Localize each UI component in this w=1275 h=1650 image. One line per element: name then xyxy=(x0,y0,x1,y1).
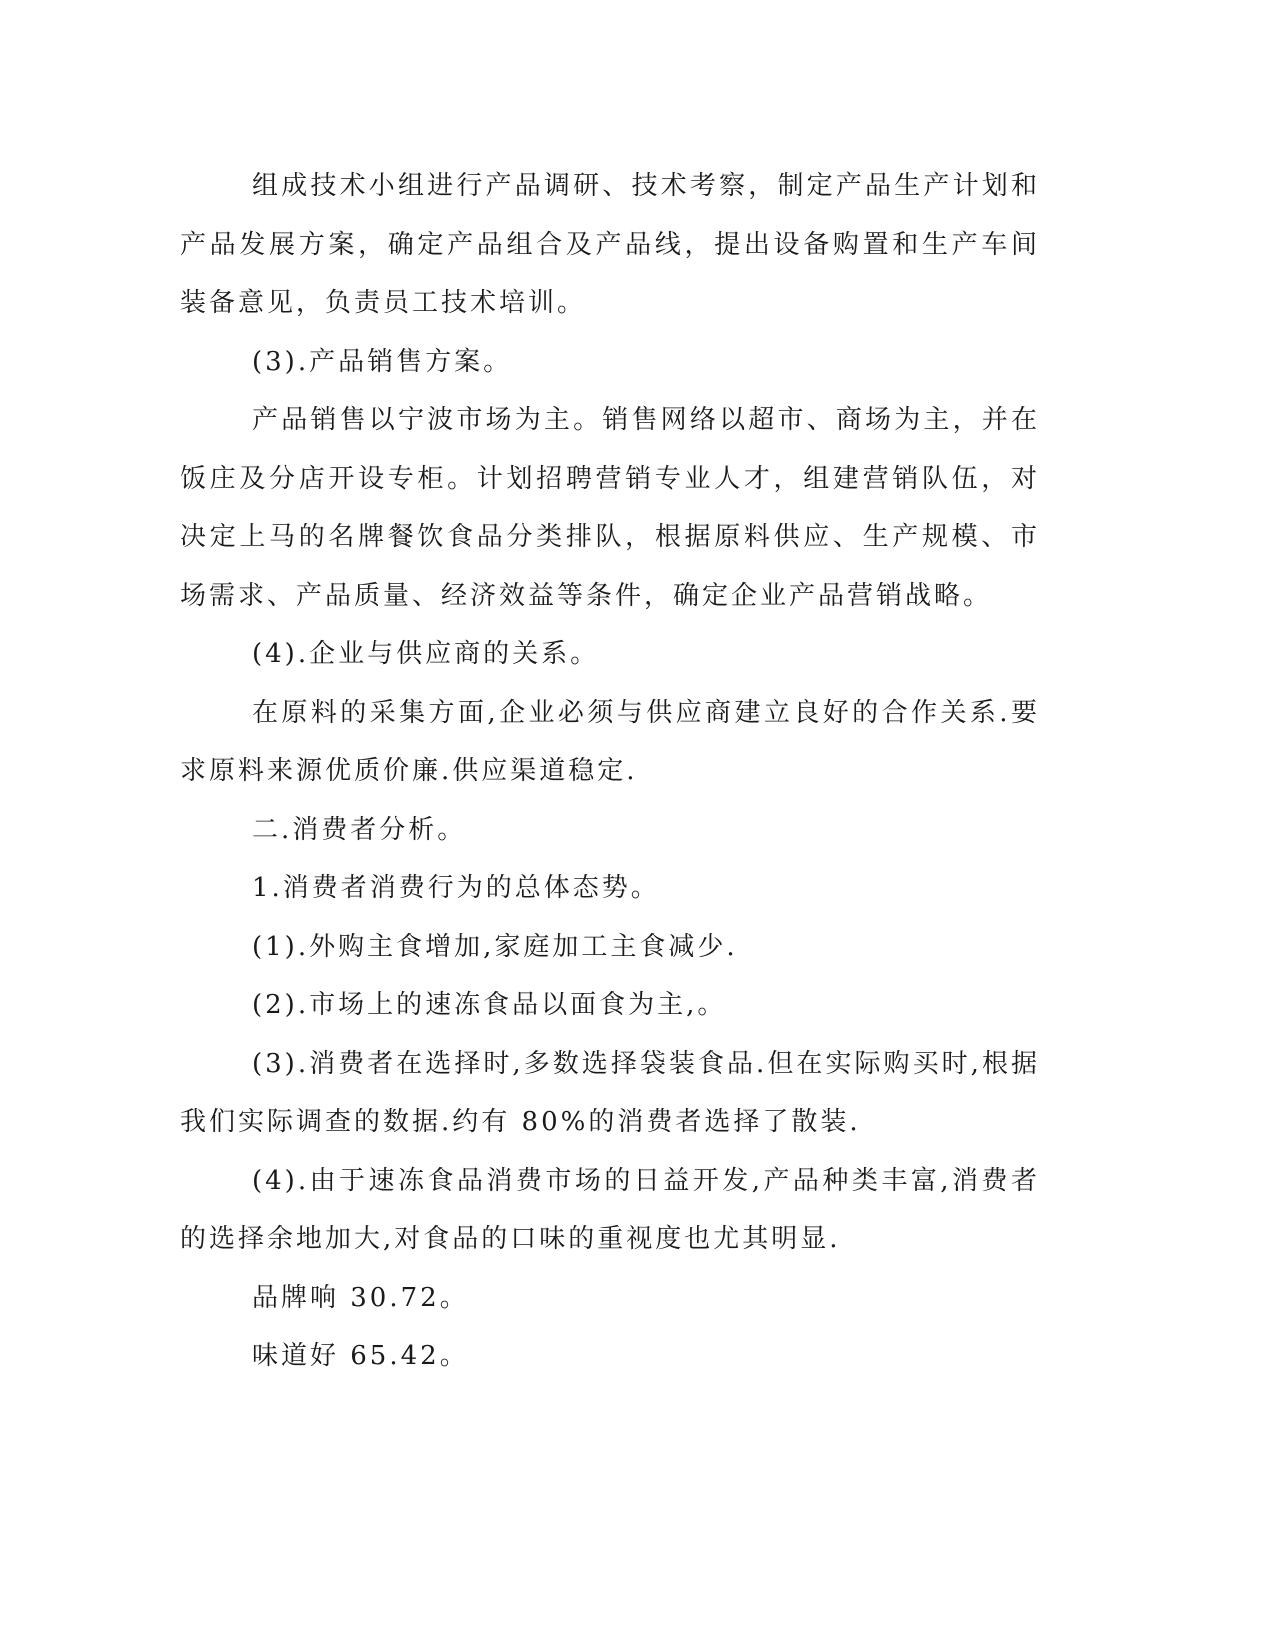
document-body xyxy=(180,157,1040,1386)
stat-good-taste: 味道好 65.42。 xyxy=(252,1341,469,1371)
list-item-trend-2: (2).市场上的速冻食品以面食为主,。 xyxy=(252,990,727,1020)
heading-consumer-analysis: 二.消费者分析。 xyxy=(252,814,467,845)
paragraph-product-research: 组成技术小组进行产品调研、技术考察，制定产品生产计划和产品发展方案，确定产品组合及产品线，提出设备购置和生产车间装备意见，负责员工技术培训。 xyxy=(180,171,1040,318)
stat-brand-influence: 品牌响 30.72。 xyxy=(252,1282,469,1313)
heading-supplier-relations: (4).企业与供应商的关系。 xyxy=(252,639,600,669)
list-item-trend-3: (3).消费者在选择时,多数选择袋装食品.但在实际购买时,根据我们实际调查的数据.约有 80%的消费者选择了散装. xyxy=(180,1048,1040,1137)
heading-sales-plan: (3).产品销售方案。 xyxy=(252,346,513,377)
paragraph-supplier-relations: 在原料的采集方面,企业必须与供应商建立良好的合作关系.要求原料来源优质价廉.供应渠道稳定. xyxy=(180,697,1040,786)
heading-consumer-trends: 1.消费者消费行为的总体态势。 xyxy=(252,873,660,903)
list-item-trend-1: (1).外购主食增加,家庭加工主食减少. xyxy=(252,931,738,962)
paragraph-sales-plan: 产品销售以宁波市场为主。销售网络以超市、商场为主，并在饭庄及分店开设专柜。计划招聘营销专业人才，组建营销队伍，对决定上马的名牌餐饮食品分类排队，根据原料供应、生产规模、市场需求、产品质量、经济效益等条件，确定企业产品营销战略。 xyxy=(180,405,1040,611)
list-item-trend-4: (4).由于速冻食品消费市场的日益开发,产品种类丰富,消费者的选择余地加大,对食品的口味的重视度也尤其明显. xyxy=(180,1165,1040,1254)
